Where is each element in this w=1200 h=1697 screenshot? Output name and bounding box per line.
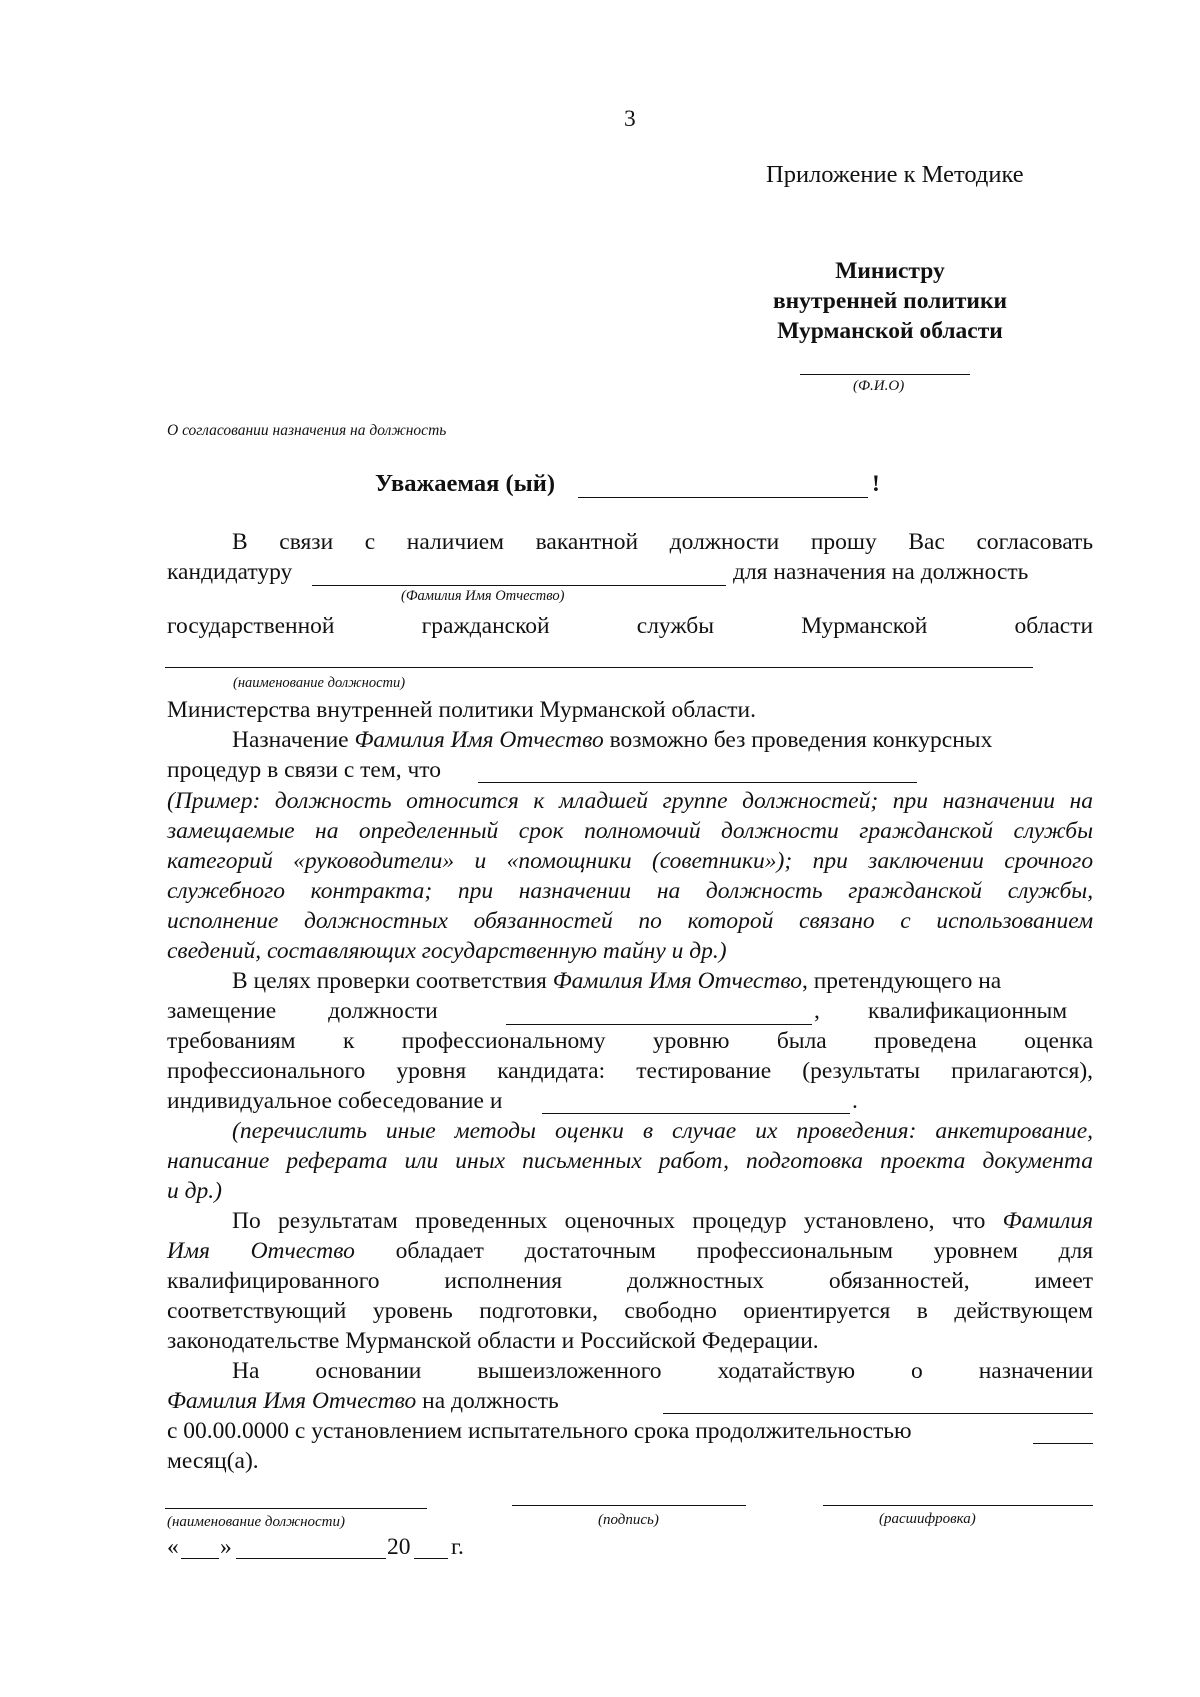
caption-fio: (Фамилия Имя Отчество) <box>401 588 565 604</box>
target-position-line <box>663 1413 1093 1414</box>
p2-line-1: Назначение Фамилия Имя Отчество возможно без проведения конкурсных <box>232 727 993 753</box>
p2-example-line-3: категорий «руководители» и «помощники (советники»); при заключении срочного <box>167 848 1094 874</box>
p2-line-2: процедур в связи с тем, что <box>167 757 441 783</box>
date-day-line <box>181 1558 219 1559</box>
date-year-prefix: 20 <box>387 1534 411 1560</box>
p1-line-2b: для назначения на должность <box>733 559 1029 585</box>
p3-line-2b: квалификационным <box>868 998 1068 1024</box>
reason-line <box>478 782 917 783</box>
other-methods-line-b <box>542 1113 850 1114</box>
p1-line-3: государственной гражданской службы Мурманской области <box>167 613 1094 639</box>
p3-line-3: требованиям к профессиональному уровню была проведена оценка <box>167 1028 1093 1054</box>
addressee-fio-line <box>800 374 970 375</box>
addressee-line-3: Мурманской области <box>777 318 1003 344</box>
sign-decode-line <box>823 1505 1093 1506</box>
addressee-block <box>740 256 1040 346</box>
p2-example-line-5: исполнение должностных обязанностей по которой связано с использованием <box>167 908 1094 934</box>
position-line-2 <box>506 1024 812 1025</box>
p4-line-2: Имя Отчество обладает достаточным профессиональным уровнем для <box>167 1238 1094 1264</box>
caption-decode: (расшифровка) <box>879 1511 976 1527</box>
date-year-suffix: г. <box>451 1534 464 1560</box>
p4-line-5: законодательстве Мурманской области и Российской Федерации. <box>167 1328 819 1354</box>
p5-line-4: месяц(а). <box>167 1448 259 1474</box>
p1-line-4: Министерства внутренней политики Мурманской области. <box>167 697 756 723</box>
appendix-label: Приложение к Методике <box>766 161 1024 188</box>
greeting-name-line <box>578 497 868 498</box>
p5-line-1: На основании вышеизложенного ходатайствую о назначении <box>232 1358 1094 1384</box>
date-open-quote: « <box>167 1534 179 1560</box>
candidate-name-line <box>312 585 726 586</box>
date-close-quote: » <box>220 1534 232 1560</box>
addressee-fio-caption: (Ф.И.О) <box>853 378 905 394</box>
probation-months-line <box>1033 1443 1093 1444</box>
caption-signature: (подпись) <box>598 1512 659 1528</box>
p2-example-line-6: сведений, составляющих государственную тайну и др.) <box>167 938 727 964</box>
p3-note-line-1: (перечислить иные методы оценки в случае их проведения: анкетирование, <box>232 1118 1094 1144</box>
p5-line-3: с 00.00.0000 с установлением испытательного срока продолжительностью <box>167 1418 912 1444</box>
p3-line-5-end: . <box>852 1088 858 1114</box>
p5-line-2: Фамилия Имя Отчество на должность <box>167 1388 559 1414</box>
caption-position: (наименование должности) <box>233 675 406 691</box>
p3-note-line-3: и др.) <box>167 1178 222 1204</box>
sign-position-line <box>165 1508 427 1509</box>
p3-line-5: индивидуальное собеседование и <box>167 1088 503 1114</box>
position-name-line <box>165 667 1033 668</box>
addressee-line-1: Министру <box>835 258 945 284</box>
p3-line-4: профессионального уровня кандидата: тестирование (результаты прилагаются), <box>167 1058 1094 1084</box>
greeting-text: Уважаемая (ый) <box>375 470 556 497</box>
addressee-line-2: внутренней политики <box>772 288 1008 314</box>
p3-note-line-2: написание реферата или иных письменных работ, подготовка проекта документа <box>167 1148 1094 1174</box>
p1-line-2a: кандидатуру <box>167 559 293 585</box>
p4-line-3: квалифицированного исполнения должностных обязанностей, имеет <box>167 1268 1094 1294</box>
subject-line: О согласовании назначения на должность <box>167 422 447 439</box>
p4-line-1: По результатам проведенных оценочных процедур установлено, что Фамилия <box>232 1208 1093 1234</box>
p3-line-2-comma: , <box>814 998 820 1024</box>
p3-line-2a: замещение должности <box>167 998 438 1024</box>
date-month-line <box>236 1558 386 1559</box>
p2-example-line-1: (Пример: должность относится к младшей группе должностей; при назначении на <box>167 788 1094 814</box>
p3-line-1: В целях проверки соответствия Фамилия Имя Отчество, претендующего на <box>232 968 1002 994</box>
caption-sign-position: (наименование должности) <box>167 1514 346 1530</box>
greeting-mark: ! <box>872 471 880 497</box>
p4-line-4: соответствующий уровень подготовки, свободно ориентируется в действующем <box>167 1298 1093 1324</box>
page-number: 3 <box>624 106 636 132</box>
p1-line-1: В связи с наличием вакантной должности прошу Вас согласовать <box>232 529 1094 555</box>
p2-example-line-2: замещаемые на определенный срок полномочий должности гражданской службы <box>167 818 1093 844</box>
date-year-line <box>414 1558 448 1559</box>
sign-signature-line <box>512 1505 746 1506</box>
p2-example-line-4: служебного контракта; при назначении на должность гражданской службы, <box>167 878 1094 904</box>
